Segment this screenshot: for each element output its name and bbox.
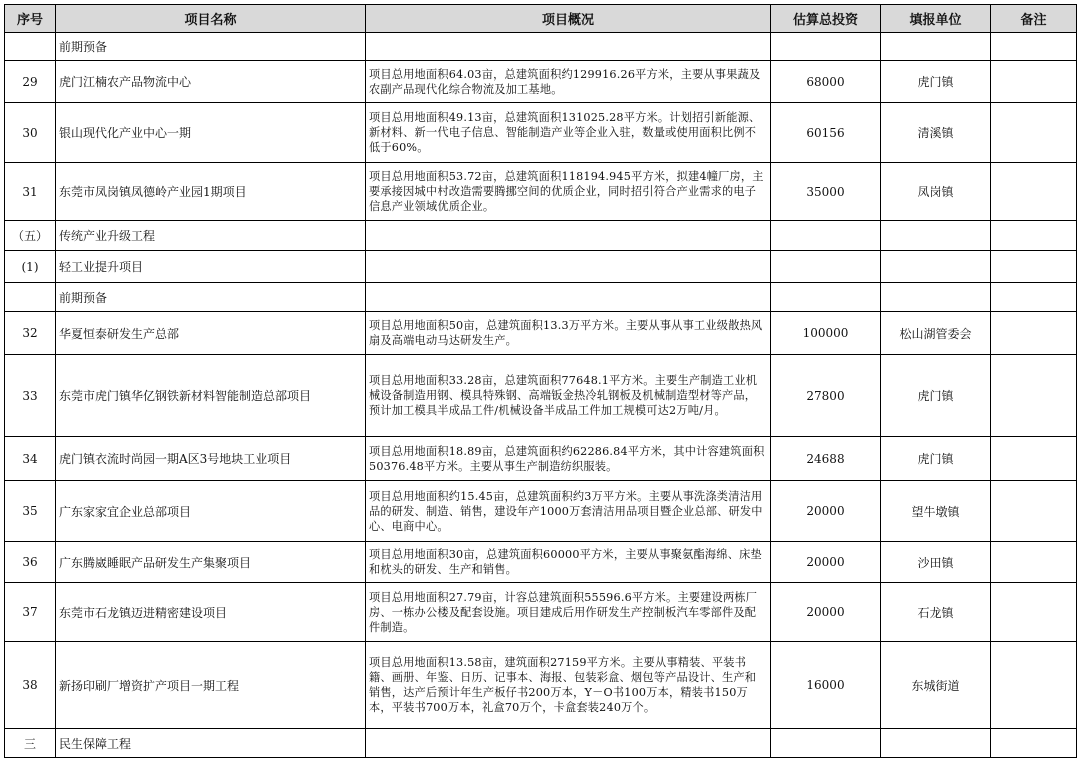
row-note (991, 33, 1077, 61)
table-row (5, 642, 1077, 729)
row-note (991, 542, 1077, 583)
col-header-unit: 填报单位 (881, 5, 991, 33)
row-seq: （五） (5, 221, 56, 251)
row-project-overview (366, 251, 771, 283)
row-reporting-unit: 沙田镇 (881, 542, 991, 583)
row-project-name: 银山现代化产业中心一期 (56, 103, 366, 163)
row-project-name: 广东腾崴睡眠产品研发生产集聚项目 (56, 542, 366, 583)
row-reporting-unit: 东城街道 (881, 642, 991, 729)
row-estimated-investment: 24688 (771, 437, 881, 481)
col-header-overview: 项目概况 (366, 5, 771, 33)
row-note (991, 251, 1077, 283)
row-estimated-investment (771, 729, 881, 758)
table-row (5, 163, 1077, 221)
row-seq: 29 (5, 61, 56, 103)
table-row (5, 729, 1077, 758)
row-project-name: 民生保障工程 (56, 729, 366, 758)
row-note (991, 283, 1077, 312)
row-reporting-unit: 凤岗镇 (881, 163, 991, 221)
table-row (5, 583, 1077, 642)
row-reporting-unit: 虎门镇 (881, 355, 991, 437)
row-note (991, 163, 1077, 221)
row-estimated-investment (771, 33, 881, 61)
table-row (5, 221, 1077, 251)
row-seq: (1) (5, 251, 56, 283)
row-seq: 33 (5, 355, 56, 437)
row-estimated-investment (771, 221, 881, 251)
row-reporting-unit: 清溪镇 (881, 103, 991, 163)
row-note (991, 103, 1077, 163)
table-row (5, 481, 1077, 542)
row-note (991, 481, 1077, 542)
row-project-overview (366, 33, 771, 61)
row-seq: 32 (5, 312, 56, 355)
row-estimated-investment: 16000 (771, 642, 881, 729)
row-seq: 38 (5, 642, 56, 729)
row-note (991, 355, 1077, 437)
row-project-name: 东莞市虎门镇华亿钢铁新材料智能制造总部项目 (56, 355, 366, 437)
row-note (991, 437, 1077, 481)
row-reporting-unit (881, 729, 991, 758)
row-estimated-investment: 35000 (771, 163, 881, 221)
row-seq: 三 (5, 729, 56, 758)
row-seq (5, 283, 56, 312)
table-header (5, 5, 1077, 33)
row-project-name: 前期预备 (56, 283, 366, 312)
row-reporting-unit: 望牛墩镇 (881, 481, 991, 542)
row-reporting-unit (881, 33, 991, 61)
row-note (991, 61, 1077, 103)
row-project-name: 传统产业升级工程 (56, 221, 366, 251)
row-note (991, 312, 1077, 355)
row-estimated-investment: 100000 (771, 312, 881, 355)
row-seq: 37 (5, 583, 56, 642)
row-estimated-investment: 20000 (771, 481, 881, 542)
row-project-overview: 项目总用地面积13.58亩，建筑面积27159平方米。主要从事精装、平装书籍、画册、年鉴、日历、记事本、海报、包装彩盒、烟包等产品设计、生产和销售，达产后预计年生产板仔书200万本，Y－O书100万本，精装书150万本，平装书700万本，礼盒70万个，卡盒套装240万个。 (366, 642, 771, 729)
row-project-name: 东莞市凤岗镇凤德岭产业园1期项目 (56, 163, 366, 221)
col-header-note: 备注 (991, 5, 1077, 33)
row-reporting-unit (881, 283, 991, 312)
table-row (5, 61, 1077, 103)
row-seq: 31 (5, 163, 56, 221)
row-project-name: 虎门江楠农产品物流中心 (56, 61, 366, 103)
row-project-overview: 项目总用地面积49.13亩，总建筑面积131025.28平方米。计划招引新能源、新材料、新一代电子信息、智能制造产业等企业入驻，数量或使用面积比例不低于60%。 (366, 103, 771, 163)
row-project-overview: 项目总用地面积30亩，总建筑面积60000平方米，主要从事聚氨酯海绵、床垫和枕头的研发、生产和销售。 (366, 542, 771, 583)
table-row (5, 103, 1077, 163)
row-reporting-unit: 虎门镇 (881, 437, 991, 481)
row-seq: 34 (5, 437, 56, 481)
row-note (991, 729, 1077, 758)
table-row (5, 355, 1077, 437)
table-row (5, 437, 1077, 481)
row-estimated-investment (771, 251, 881, 283)
row-project-overview: 项目总用地面积53.72亩，总建筑面积118194.945平方米，拟建4幢厂房，主要承接因城中村改造需要腾挪空间的优质企业，同时招引符合产业需求的电子信息产业领域优质企业。 (366, 163, 771, 221)
row-project-name: 东莞市石龙镇迈进精密建设项目 (56, 583, 366, 642)
row-seq: 35 (5, 481, 56, 542)
row-note (991, 221, 1077, 251)
row-project-name: 虎门镇衣流时尚园一期A区3号地块工业项目 (56, 437, 366, 481)
row-estimated-investment: 20000 (771, 542, 881, 583)
row-note (991, 583, 1077, 642)
row-project-name: 广东家家宜企业总部项目 (56, 481, 366, 542)
table-row (5, 542, 1077, 583)
col-header-investment: 估算总投资 (771, 5, 881, 33)
row-project-overview (366, 221, 771, 251)
row-seq: 36 (5, 542, 56, 583)
row-estimated-investment: 27800 (771, 355, 881, 437)
col-header-name: 项目名称 (56, 5, 366, 33)
row-note (991, 642, 1077, 729)
row-project-overview (366, 283, 771, 312)
row-seq: 30 (5, 103, 56, 163)
row-reporting-unit (881, 251, 991, 283)
project-table (4, 4, 1077, 758)
row-project-name: 前期预备 (56, 33, 366, 61)
table-row (5, 33, 1077, 61)
row-reporting-unit (881, 221, 991, 251)
row-seq (5, 33, 56, 61)
row-project-overview: 项目总用地面积50亩，总建筑面积13.3万平方米。主要从事从事工业级散热风扇及高端电动马达研发生产。 (366, 312, 771, 355)
table-row (5, 312, 1077, 355)
table-body (5, 33, 1077, 758)
col-header-seq: 序号 (5, 5, 56, 33)
row-reporting-unit: 虎门镇 (881, 61, 991, 103)
row-estimated-investment: 68000 (771, 61, 881, 103)
row-estimated-investment (771, 283, 881, 312)
row-reporting-unit: 石龙镇 (881, 583, 991, 642)
row-project-name: 华夏恒泰研发生产总部 (56, 312, 366, 355)
row-project-overview: 项目总用地面积27.79亩，计容总建筑面积55596.6平方米。主要建设两栋厂房、一栋办公楼及配套设施。项目建成后用作研发生产控制板汽车零部件及配件制造。 (366, 583, 771, 642)
table-row (5, 251, 1077, 283)
row-estimated-investment: 60156 (771, 103, 881, 163)
row-project-name: 轻工业提升项目 (56, 251, 366, 283)
row-reporting-unit: 松山湖管委会 (881, 312, 991, 355)
row-project-overview: 项目总用地面积18.89亩，总建筑面积约62286.84平方米，其中计容建筑面积50376.48平方米。主要从事生产制造纺织服装。 (366, 437, 771, 481)
row-estimated-investment: 20000 (771, 583, 881, 642)
row-project-overview: 项目总用地面积约15.45亩，总建筑面积约3万平方米。主要从事洗涤类清洁用品的研发、制造、销售，建设年产1000万套清洁用品项目暨企业总部、研发中心、电商中心。 (366, 481, 771, 542)
row-project-overview: 项目总用地面积64.03亩，总建筑面积约129916.26平方米，主要从事果蔬及农副产品现代化综合物流及加工基地。 (366, 61, 771, 103)
row-project-overview (366, 729, 771, 758)
row-project-name: 新扬印刷厂增资扩产项目一期工程 (56, 642, 366, 729)
table-row (5, 283, 1077, 312)
row-project-overview: 项目总用地面积33.28亩，总建筑面积77648.1平方米。主要生产制造工业机械设备制造用钢、模具特殊钢、高端钣金热冷轧钢板及机械制造型材等产品，预计加工模具半成品工件/机械设备半成品工件加工规模可达2万吨/月。 (366, 355, 771, 437)
